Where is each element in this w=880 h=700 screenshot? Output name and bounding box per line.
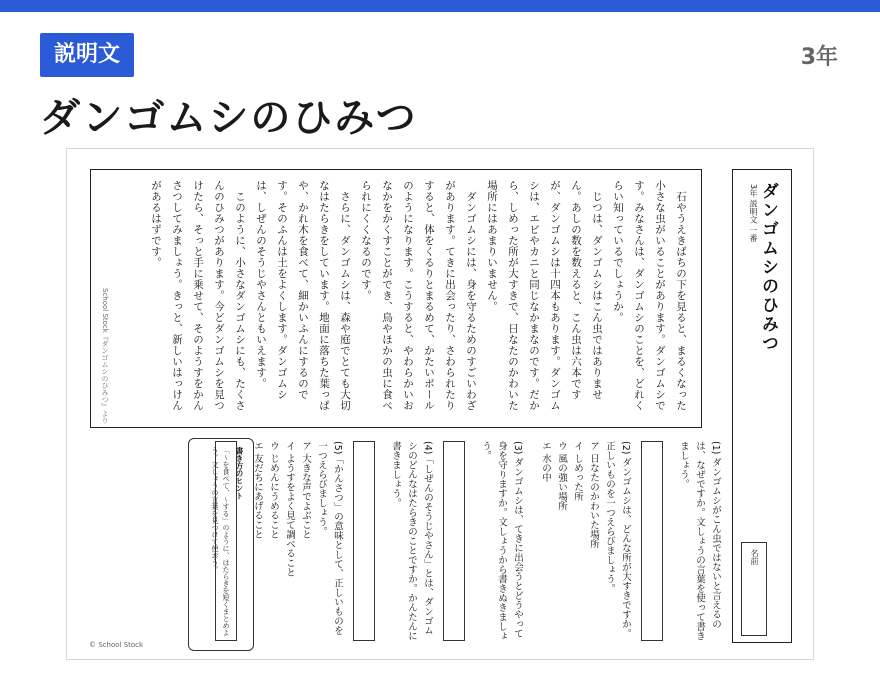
question-2 — [537, 441, 633, 641]
question-text: (1) ダンゴムシがこん虫ではないと言えるのは、なぜですか。文しょうの言葉を使って書きましょう。 — [678, 441, 721, 641]
top-accent-bar — [0, 0, 880, 12]
question-text: (3) ダンゴムシは、てきに出会うとどうやって身を守りますか。文しょうから書きぬきましょう。 — [480, 441, 523, 641]
question-5 — [249, 441, 345, 641]
page-title: ダンゴムシのひみつ — [40, 95, 418, 141]
name-box[interactable] — [741, 542, 767, 636]
story-paragraph: 石やうえきばちの下を見ると、まるくなった小さな虫がいることがあります。ダンゴムシです。みなさんは、ダンゴムシのことを、どれくらい知っているでしょうか。 — [612, 180, 687, 411]
question-option: エ 水の中 — [540, 441, 551, 483]
question-option: ウ 風の強い場所 — [556, 441, 567, 511]
story-paragraph: このように、小さなダンゴムシにも、たくさんのひみつがあります。今どダンゴムシを見つけたら、そっと手に乗せて、そのようすをかんさつしてみましょう。きっと、新しいはっけんがあるはずです。 — [150, 180, 246, 411]
copyright: © School Stock — [89, 641, 144, 649]
questions-area — [207, 441, 723, 641]
answer-box-3[interactable] — [443, 441, 465, 641]
question-text: (5)「かんさつ」の意味として、正しいものを一つえらびましょう。 — [316, 441, 343, 635]
question-option: ア 日なたのかわいた場所 — [588, 441, 599, 549]
story-paragraph: ダンゴムシには、身を守るためのすごいわざがあります。てきに出会ったり、さわられたりすると、体をくるりとまるめて、かたいボールのようになります。こうすると、やわらかいおなかをかくすことができ、鳥やほかの虫に食べられにくくなるのです。 — [360, 180, 477, 411]
question-option: イ ようすをよく見て調べること — [284, 441, 295, 578]
story-text — [145, 180, 691, 418]
worksheet-subtitle: 3年 説明文 一番 — [749, 184, 758, 243]
question-option: ア 大きな声でよぶこと — [300, 441, 311, 540]
question-option: ウ じめんにうめること — [268, 441, 279, 540]
story-paragraph: じつは、ダンゴムシはこん虫ではありません。あしの数を数えると、こん虫は六本ですが、ダンゴムシは十四本もあります。ダンゴムシは、エビやカニと同じなかまなのです。だから、しめった所が大すきで、日なたのかわいた場所にはあまりいません。 — [486, 180, 603, 411]
category-badge: 説明文 — [40, 33, 134, 77]
question-text: (2) ダンゴムシは、どんな所が大すきですか。正しいものを一つえらびましょう。 — [604, 441, 631, 638]
worksheet-title: ダンゴムシのひみつ — [758, 182, 778, 353]
question-3 — [477, 441, 525, 641]
hint-text: 「～を食べて、～する」のように、はたらきを短くまとめよう。文しょうの言葉を見つけて使おう。 — [211, 447, 230, 636]
question-text: (4)「しぜんのそうじやさん」とは、ダンゴムシのどんなはたらきのことですか。かんたんに書きましょう。 — [390, 441, 433, 641]
worksheet-header — [732, 169, 792, 643]
question-option: エ 友だちにあげること — [252, 441, 263, 540]
question-1 — [675, 441, 723, 641]
grade-label: 3年 — [800, 45, 838, 70]
hint-title: 書き方のヒント — [235, 447, 244, 500]
question-option: イ しめった所 — [572, 441, 583, 502]
question-4 — [387, 441, 435, 641]
answer-box-4[interactable] — [353, 441, 375, 641]
name-label: 名前 — [750, 549, 759, 565]
answer-box-1[interactable] — [641, 441, 663, 641]
story-paragraph: さらに、ダンゴムシは、森や庭でとても大切なはたらきをしています。地面に落ちた葉っぱや、かれ木を食べて、細かいふんにするのです。そのふんは土をよくします。ダンゴムシは、しぜんのそうじやさんともいえます。 — [255, 180, 351, 411]
story-frame — [90, 169, 702, 428]
source-note: School Stock『ダンゴムシのひみつ』より — [101, 288, 109, 424]
worksheet-preview — [66, 148, 814, 660]
hint-box — [188, 438, 254, 651]
